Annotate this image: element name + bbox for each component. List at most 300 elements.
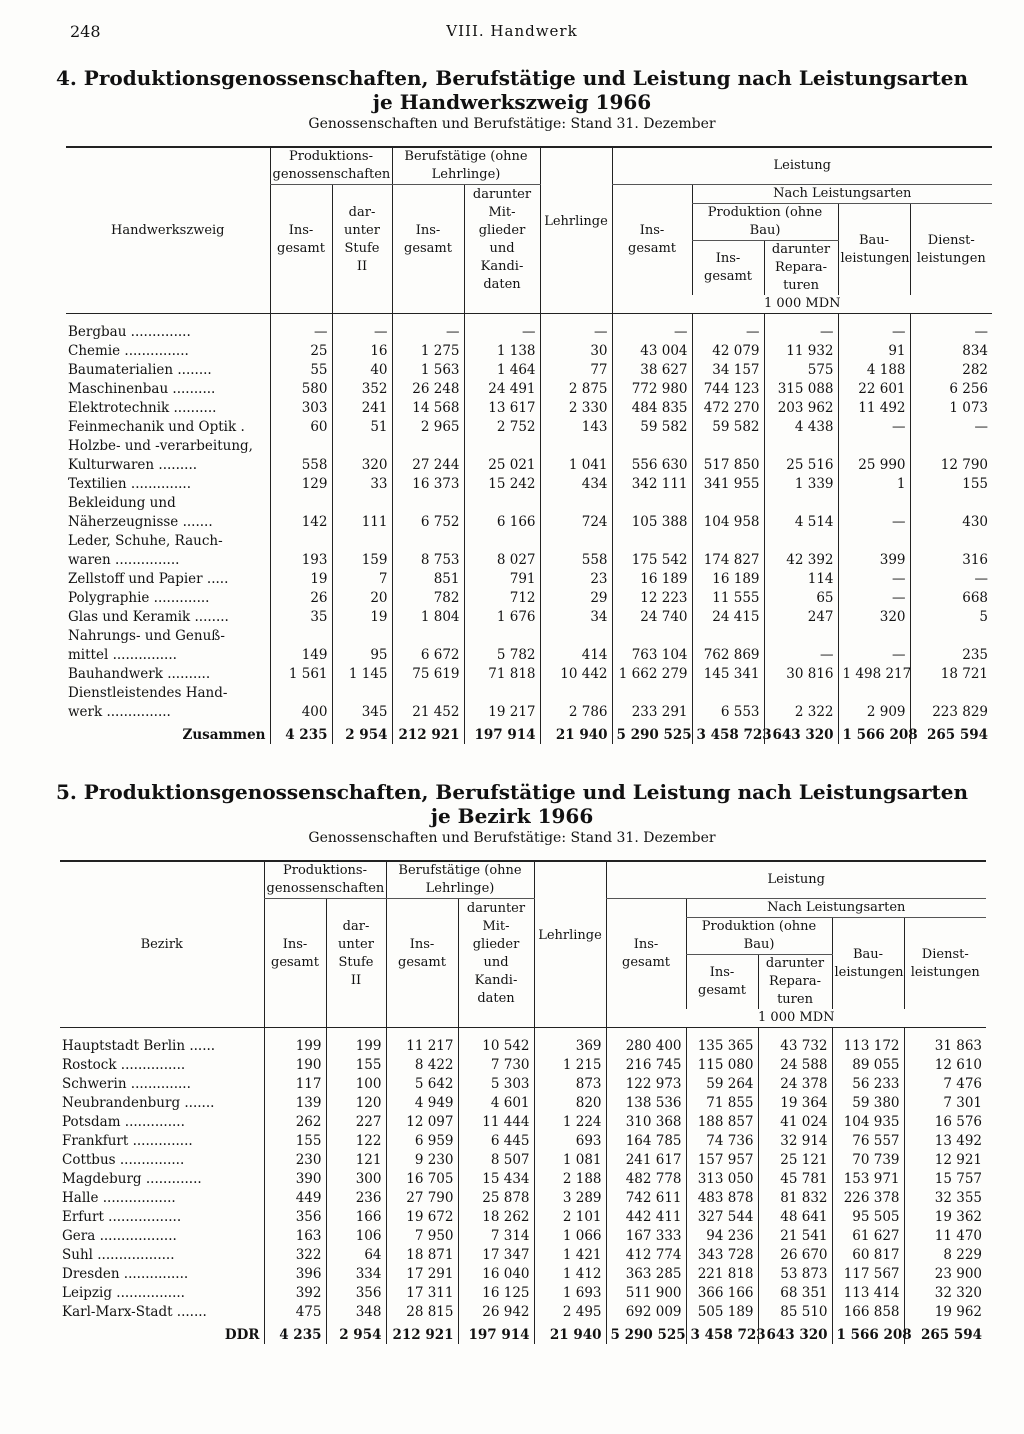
cell xyxy=(540,531,612,550)
cell: 241 617 xyxy=(606,1150,686,1169)
cell: 29 xyxy=(540,588,612,607)
cell: 2 330 xyxy=(540,398,612,417)
cell: 313 050 xyxy=(686,1169,758,1188)
cell: 316 xyxy=(910,550,992,569)
table-row xyxy=(66,702,992,721)
cell: 762 869 xyxy=(692,645,764,664)
cell: 8 753 xyxy=(392,550,464,569)
cell: 472 270 xyxy=(692,398,764,417)
cell: 12 921 xyxy=(904,1150,986,1169)
table-row xyxy=(66,436,992,455)
cell: 517 850 xyxy=(692,455,764,474)
table-row xyxy=(66,626,992,645)
cell xyxy=(838,493,910,512)
cell xyxy=(764,436,838,455)
cell: 155 xyxy=(326,1055,386,1074)
cell: 6 553 xyxy=(692,702,764,721)
table-row xyxy=(60,1207,986,1226)
total-label: DDR xyxy=(224,1326,260,1343)
cell: — xyxy=(392,322,464,341)
rowhead: Bezirk xyxy=(140,936,183,952)
cell: 19 xyxy=(332,607,392,626)
row-label: Rostock ............... xyxy=(62,1056,186,1073)
cell: 342 111 xyxy=(612,474,692,493)
cell: 782 xyxy=(392,588,464,607)
cell: 412 774 xyxy=(606,1245,686,1264)
cell xyxy=(332,683,392,702)
col-nach: Nach Leistungsarten xyxy=(686,899,986,918)
row-label: Zellstoff und Papier ..... xyxy=(68,570,229,587)
cell: 14 568 xyxy=(392,398,464,417)
cell: 233 291 xyxy=(612,702,692,721)
row-label: Elektrotechnik .......... xyxy=(68,399,217,416)
cell: 1 421 xyxy=(534,1245,606,1264)
cell: 17 291 xyxy=(386,1264,458,1283)
cell: 24 491 xyxy=(464,379,540,398)
cell xyxy=(612,493,692,512)
cell: 19 672 xyxy=(386,1207,458,1226)
table-row xyxy=(60,1245,986,1264)
cell xyxy=(464,683,540,702)
cell: 16 189 xyxy=(692,569,764,588)
cell xyxy=(838,531,910,550)
col-ins-beruf: Ins- gesamt xyxy=(392,185,464,296)
total-row xyxy=(60,1321,986,1344)
cell xyxy=(910,436,992,455)
cell: — xyxy=(838,645,910,664)
cell: 11 217 xyxy=(386,1036,458,1055)
cell xyxy=(392,436,464,455)
cell xyxy=(392,531,464,550)
table-row xyxy=(66,341,992,360)
cell: 9 230 xyxy=(386,1150,458,1169)
total-cell: 4 235 xyxy=(270,721,332,744)
cell: 1 275 xyxy=(392,341,464,360)
cell: 369 xyxy=(534,1036,606,1055)
total-cell: 2 954 xyxy=(332,721,392,744)
row-label: Bauhandwerk .......... xyxy=(68,665,211,682)
cell: 164 785 xyxy=(606,1131,686,1150)
cell xyxy=(764,683,838,702)
col-mitglieder: darunter Mit- glieder und Kandi- daten xyxy=(464,185,540,296)
cell: 120 xyxy=(326,1093,386,1112)
col-dienst: Dienst- leistungen xyxy=(904,918,986,1010)
cell: 23 xyxy=(540,569,612,588)
cell xyxy=(910,493,992,512)
cell xyxy=(332,531,392,550)
cell: 772 980 xyxy=(612,379,692,398)
cell xyxy=(692,493,764,512)
total-label: Zusammen xyxy=(182,726,266,743)
table4 xyxy=(66,146,992,744)
col-reparaturen: darunter Repara- turen xyxy=(764,241,838,296)
total-cell: 2 954 xyxy=(326,1321,386,1344)
cell: 43 732 xyxy=(758,1036,832,1055)
cell: 334 xyxy=(326,1264,386,1283)
cell: 310 368 xyxy=(606,1112,686,1131)
cell xyxy=(692,531,764,550)
cell: 32 355 xyxy=(904,1188,986,1207)
cell: 303 xyxy=(270,398,332,417)
cell: — xyxy=(838,569,910,588)
row-label: Leder, Schuhe, Rauch- xyxy=(68,532,223,549)
table-row xyxy=(66,588,992,607)
cell: 113 414 xyxy=(832,1283,904,1302)
row-label: Baumaterialien ........ xyxy=(68,361,212,378)
row-label: Potsdam .............. xyxy=(62,1113,185,1130)
cell: 74 736 xyxy=(686,1131,758,1150)
page-number: 248 xyxy=(70,22,101,41)
col-bau: Bau- leistungen xyxy=(838,204,910,296)
cell: 17 311 xyxy=(386,1283,458,1302)
table-row xyxy=(60,1169,986,1188)
total-cell: 3 458 723 xyxy=(692,721,764,744)
cell: 22 601 xyxy=(838,379,910,398)
cell: 8 027 xyxy=(464,550,540,569)
cell: 28 815 xyxy=(386,1302,458,1321)
row-label: Näherzeugnisse ....... xyxy=(68,513,213,530)
cell: 1 041 xyxy=(540,455,612,474)
cell: 247 xyxy=(764,607,838,626)
cell: 193 xyxy=(270,550,332,569)
cell: 482 778 xyxy=(606,1169,686,1188)
cell: 11 444 xyxy=(458,1112,534,1131)
table-row xyxy=(66,398,992,417)
cell: 55 xyxy=(270,360,332,379)
row-label: Leipzig ................ xyxy=(62,1284,185,1301)
table5-heading xyxy=(0,780,1024,846)
cell: 1 804 xyxy=(392,607,464,626)
cell: 42 392 xyxy=(764,550,838,569)
cell: 1 498 217 xyxy=(838,664,910,683)
cell: 230 xyxy=(264,1150,326,1169)
cell xyxy=(910,531,992,550)
cell: 104 958 xyxy=(692,512,764,531)
col-ins-prod: Ins- gesamt xyxy=(686,955,758,1010)
cell: 236 xyxy=(326,1188,386,1207)
cell: 23 900 xyxy=(904,1264,986,1283)
cell: — xyxy=(838,588,910,607)
col-reparaturen: darunter Repara- turen xyxy=(758,955,832,1010)
cell: 442 411 xyxy=(606,1207,686,1226)
cell: 742 611 xyxy=(606,1188,686,1207)
cell: 60 xyxy=(270,417,332,436)
cell: 32 914 xyxy=(758,1131,832,1150)
cell: 203 962 xyxy=(764,398,838,417)
cell xyxy=(270,531,332,550)
cell: 7 476 xyxy=(904,1074,986,1093)
col-ins-prod: Ins- gesamt xyxy=(692,241,764,296)
cell: 6 959 xyxy=(386,1131,458,1150)
cell: 282 xyxy=(910,360,992,379)
cell: 226 378 xyxy=(832,1188,904,1207)
total-cell: 21 940 xyxy=(534,1321,606,1344)
cell: 18 262 xyxy=(458,1207,534,1226)
col-prod-gen: Produktions- genossenschaften xyxy=(270,147,392,185)
cell: 2 322 xyxy=(764,702,838,721)
cell: 12 223 xyxy=(612,588,692,607)
total-cell: 5 290 525 xyxy=(606,1321,686,1344)
cell: 91 xyxy=(838,341,910,360)
cell: 40 xyxy=(332,360,392,379)
total-cell: 212 921 xyxy=(386,1321,458,1344)
cell: 42 079 xyxy=(692,341,764,360)
cell: 114 xyxy=(764,569,838,588)
total-cell: 21 940 xyxy=(540,721,612,744)
cell: 121 xyxy=(326,1150,386,1169)
table-row xyxy=(66,322,992,341)
cell: 89 055 xyxy=(832,1055,904,1074)
cell: 693 xyxy=(534,1131,606,1150)
cell xyxy=(764,493,838,512)
cell: 24 588 xyxy=(758,1055,832,1074)
cell: 77 xyxy=(540,360,612,379)
cell: 1 224 xyxy=(534,1112,606,1131)
row-label: Bergbau .............. xyxy=(68,323,191,340)
row-label: Polygraphie ............. xyxy=(68,589,210,606)
cell: 159 xyxy=(332,550,392,569)
cell xyxy=(692,626,764,645)
cell: 25 xyxy=(270,341,332,360)
cell: 25 021 xyxy=(464,455,540,474)
cell: 8 422 xyxy=(386,1055,458,1074)
total-cell: 1 566 208 xyxy=(832,1321,904,1344)
cell: 484 835 xyxy=(612,398,692,417)
cell: 115 080 xyxy=(686,1055,758,1074)
cell: 712 xyxy=(464,588,540,607)
cell: — xyxy=(910,322,992,341)
cell: 43 004 xyxy=(612,341,692,360)
row-label: Holzbe- und -verarbeitung, xyxy=(68,437,253,454)
cell xyxy=(464,531,540,550)
cell: 26 248 xyxy=(392,379,464,398)
cell: 34 157 xyxy=(692,360,764,379)
cell: 16 040 xyxy=(458,1264,534,1283)
cell xyxy=(270,493,332,512)
table-row xyxy=(60,1055,986,1074)
total-cell: 212 921 xyxy=(392,721,464,744)
table-row xyxy=(60,1302,986,1321)
cell: 5 782 xyxy=(464,645,540,664)
cell xyxy=(540,683,612,702)
cell: 106 xyxy=(326,1226,386,1245)
row-label: Feinmechanik und Optik . xyxy=(68,418,245,435)
cell: 851 xyxy=(392,569,464,588)
cell: 2 188 xyxy=(534,1169,606,1188)
cell: 117 567 xyxy=(832,1264,904,1283)
table-row xyxy=(66,379,992,398)
cell: 157 957 xyxy=(686,1150,758,1169)
cell: 4 601 xyxy=(458,1093,534,1112)
col-ins-leistung: Ins- gesamt xyxy=(606,899,686,1010)
cell: 27 790 xyxy=(386,1188,458,1207)
cell: 117 xyxy=(264,1074,326,1093)
cell: 143 xyxy=(540,417,612,436)
cell: 1 563 xyxy=(392,360,464,379)
cell: 356 xyxy=(326,1283,386,1302)
table4-title-line2: je Handwerkszweig 1966 xyxy=(372,90,652,114)
cell xyxy=(270,683,332,702)
cell: 505 189 xyxy=(686,1302,758,1321)
cell: 25 516 xyxy=(764,455,838,474)
cell: 38 627 xyxy=(612,360,692,379)
cell: 75 619 xyxy=(392,664,464,683)
row-label: Chemie ............... xyxy=(68,342,189,359)
row-label: Kulturwaren ......... xyxy=(68,456,198,473)
cell xyxy=(838,626,910,645)
cell: 558 xyxy=(540,550,612,569)
cell: 8 229 xyxy=(904,1245,986,1264)
total-row xyxy=(66,721,992,744)
cell: 396 xyxy=(264,1264,326,1283)
cell: 1 xyxy=(838,474,910,493)
cell xyxy=(612,436,692,455)
table-row xyxy=(66,683,992,702)
cell xyxy=(464,626,540,645)
cell xyxy=(392,493,464,512)
cell: 10 442 xyxy=(540,664,612,683)
cell: 12 790 xyxy=(910,455,992,474)
cell: 320 xyxy=(332,455,392,474)
cell: 149 xyxy=(270,645,332,664)
cell: 400 xyxy=(270,702,332,721)
row-label: Bekleidung und xyxy=(68,494,176,511)
running-head: VIII. Handwerk xyxy=(446,22,578,40)
row-label: Dienstleistendes Hand- xyxy=(68,684,228,701)
cell: 1 561 xyxy=(270,664,332,683)
cell: 34 xyxy=(540,607,612,626)
cell: 85 510 xyxy=(758,1302,832,1321)
cell: 59 582 xyxy=(612,417,692,436)
cell: 199 xyxy=(326,1036,386,1055)
cell: 241 xyxy=(332,398,392,417)
row-label: Nahrungs- und Genuß- xyxy=(68,627,225,644)
total-cell: 197 914 xyxy=(458,1321,534,1344)
row-label: werk ............... xyxy=(68,703,171,720)
cell: 366 166 xyxy=(686,1283,758,1302)
cell: 2 875 xyxy=(540,379,612,398)
total-cell: 1 566 208 xyxy=(838,721,910,744)
col-unit: 1 000 MDN xyxy=(612,295,992,314)
cell: 17 347 xyxy=(458,1245,534,1264)
cell: 16 125 xyxy=(458,1283,534,1302)
cell: 122 xyxy=(326,1131,386,1150)
cell: 15 757 xyxy=(904,1169,986,1188)
cell: 11 470 xyxy=(904,1226,986,1245)
col-nach: Nach Leistungsarten xyxy=(692,185,992,204)
cell: 434 xyxy=(540,474,612,493)
col-lehrlinge: Lehrlinge xyxy=(540,147,612,295)
cell xyxy=(612,683,692,702)
cell: 223 829 xyxy=(910,702,992,721)
row-label: Halle ................. xyxy=(62,1189,176,1206)
table5-title-line2: je Bezirk 1966 xyxy=(430,804,594,828)
cell: 5 642 xyxy=(386,1074,458,1093)
cell: 216 745 xyxy=(606,1055,686,1074)
cell: 320 xyxy=(838,607,910,626)
table4-heading xyxy=(0,66,1024,132)
cell: — xyxy=(270,322,332,341)
col-beruf: Berufstätige (ohne Lehrlinge) xyxy=(392,147,540,185)
cell: 221 818 xyxy=(686,1264,758,1283)
col-mitglieder: darunter Mit- glieder und Kandi- daten xyxy=(458,899,534,1010)
row-label: Glas und Keramik ........ xyxy=(68,608,229,625)
cell: 25 121 xyxy=(758,1150,832,1169)
cell: 556 630 xyxy=(612,455,692,474)
cell xyxy=(764,531,838,550)
total-cell: 265 594 xyxy=(910,721,992,744)
cell: 1 412 xyxy=(534,1264,606,1283)
rowhead: Handwerkszweig xyxy=(110,222,225,238)
cell: 24 740 xyxy=(612,607,692,626)
cell: 820 xyxy=(534,1093,606,1112)
cell: 16 576 xyxy=(904,1112,986,1131)
cell: — xyxy=(838,512,910,531)
col-lehrlinge: Lehrlinge xyxy=(534,861,606,1009)
cell: 11 932 xyxy=(764,341,838,360)
total-cell: 265 594 xyxy=(904,1321,986,1344)
total-cell: 197 914 xyxy=(464,721,540,744)
cell: 95 xyxy=(332,645,392,664)
cell: 575 xyxy=(764,360,838,379)
cell: 1 138 xyxy=(464,341,540,360)
row-label: Magdeburg ............. xyxy=(62,1170,202,1187)
cell: — xyxy=(540,322,612,341)
cell: 483 878 xyxy=(686,1188,758,1207)
table4-title-line1: 4. Produktionsgenossenschaften, Berufstätige und Leistung nach Leistungsarten xyxy=(55,66,969,90)
cell: 744 123 xyxy=(692,379,764,398)
cell: 65 xyxy=(764,588,838,607)
cell xyxy=(612,531,692,550)
col-unit: 1 000 MDN xyxy=(606,1009,986,1028)
cell: — xyxy=(332,322,392,341)
cell xyxy=(392,683,464,702)
cell: — xyxy=(910,417,992,436)
cell: 27 244 xyxy=(392,455,464,474)
cell: 5 xyxy=(910,607,992,626)
cell: 3 289 xyxy=(534,1188,606,1207)
row-label: Neubrandenburg ....... xyxy=(62,1094,215,1111)
cell: 59 380 xyxy=(832,1093,904,1112)
table-row xyxy=(60,1131,986,1150)
cell xyxy=(464,493,540,512)
cell xyxy=(838,683,910,702)
table-row xyxy=(60,1264,986,1283)
cell: 61 627 xyxy=(832,1226,904,1245)
cell: 31 863 xyxy=(904,1036,986,1055)
cell: 13 492 xyxy=(904,1131,986,1150)
cell: 20 xyxy=(332,588,392,607)
cell: 104 935 xyxy=(832,1112,904,1131)
cell: 26 670 xyxy=(758,1245,832,1264)
col-bau: Bau- leistungen xyxy=(832,918,904,1010)
cell: 7 314 xyxy=(458,1226,534,1245)
table-row xyxy=(60,1036,986,1055)
cell: 2 965 xyxy=(392,417,464,436)
cell: 18 871 xyxy=(386,1245,458,1264)
cell: 19 362 xyxy=(904,1207,986,1226)
cell: 71 818 xyxy=(464,664,540,683)
row-label: Karl-Marx-Stadt ....... xyxy=(62,1303,207,1320)
cell: 1 215 xyxy=(534,1055,606,1074)
cell: 2 495 xyxy=(534,1302,606,1321)
total-cell: 5 290 525 xyxy=(612,721,692,744)
cell: 763 104 xyxy=(612,645,692,664)
cell xyxy=(540,626,612,645)
col-ins-gen: Ins- gesamt xyxy=(270,185,332,296)
cell: 16 373 xyxy=(392,474,464,493)
cell: 6 445 xyxy=(458,1131,534,1150)
